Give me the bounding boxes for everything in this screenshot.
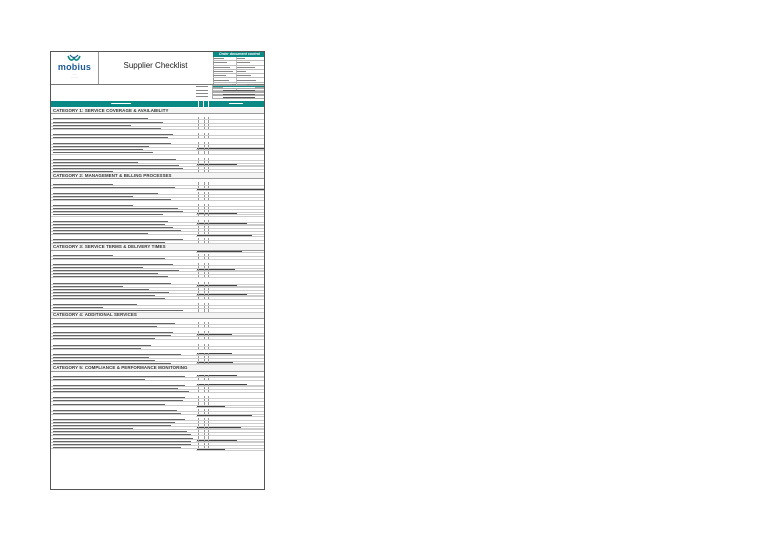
comments-cell[interactable] bbox=[208, 334, 265, 336]
comments-cell[interactable] bbox=[208, 424, 265, 426]
comments-cell[interactable] bbox=[208, 195, 265, 197]
order-document-control bbox=[213, 52, 265, 84]
comments-cell[interactable] bbox=[208, 213, 265, 215]
logo-tagline: ······· ··········· bbox=[70, 74, 79, 79]
comments-cell[interactable] bbox=[208, 418, 265, 420]
title-cell bbox=[98, 52, 214, 84]
comments-cell[interactable] bbox=[208, 297, 265, 299]
comments-cell[interactable] bbox=[208, 306, 265, 308]
checklist-rows bbox=[51, 108, 264, 449]
comments-cell[interactable] bbox=[208, 353, 265, 355]
checklist-item bbox=[51, 347, 264, 350]
category-title: CATEGORY 4: ADDITIONAL SERVICES bbox=[53, 312, 137, 318]
comments-cell[interactable] bbox=[208, 136, 265, 138]
comments-cell[interactable] bbox=[208, 241, 265, 243]
column-header bbox=[51, 101, 264, 107]
checklist-item bbox=[51, 402, 264, 405]
checklist-item bbox=[51, 136, 264, 139]
comments-cell[interactable] bbox=[208, 378, 265, 380]
checklist-item bbox=[51, 232, 264, 235]
checklist-item bbox=[51, 127, 264, 130]
comments-cell[interactable] bbox=[208, 257, 265, 259]
comments-cell[interactable] bbox=[208, 446, 265, 448]
comments-cell[interactable] bbox=[208, 117, 265, 119]
comments-cell[interactable] bbox=[208, 331, 265, 333]
comments-cell[interactable] bbox=[208, 254, 265, 256]
comments-cell[interactable] bbox=[208, 220, 265, 222]
comments-cell[interactable] bbox=[208, 399, 265, 401]
comments-cell[interactable] bbox=[208, 269, 265, 271]
comments-cell[interactable] bbox=[208, 337, 265, 339]
comments-cell[interactable] bbox=[208, 384, 265, 386]
order-control-header: Order document control bbox=[213, 52, 265, 57]
comments-cell[interactable] bbox=[208, 288, 265, 290]
category-heading bbox=[51, 108, 264, 114]
comments-cell[interactable] bbox=[208, 158, 265, 160]
checklist-item bbox=[51, 151, 264, 154]
comments-cell[interactable] bbox=[208, 347, 265, 349]
checklist-item bbox=[51, 390, 264, 393]
category-heading bbox=[51, 365, 264, 371]
comments-cell[interactable] bbox=[208, 198, 265, 200]
comments-cell[interactable] bbox=[208, 325, 265, 327]
comments-cell[interactable] bbox=[208, 294, 265, 296]
category-heading bbox=[51, 313, 264, 319]
comments-cell[interactable] bbox=[208, 282, 265, 284]
category-title: CATEGORY 1: SERVICE COVERAGE & AVAILABILITY bbox=[53, 107, 169, 113]
checklist-item bbox=[51, 275, 264, 278]
comments-cell[interactable] bbox=[208, 263, 265, 265]
comments-cell[interactable] bbox=[208, 204, 265, 206]
comments-cell[interactable] bbox=[208, 291, 265, 293]
checklist-item bbox=[51, 446, 264, 449]
comments-cell[interactable] bbox=[208, 402, 265, 404]
checklist-item bbox=[51, 412, 264, 415]
comments-cell[interactable] bbox=[208, 266, 265, 268]
comments-cell[interactable] bbox=[208, 186, 265, 188]
comments-cell[interactable] bbox=[208, 344, 265, 346]
comments-cell[interactable] bbox=[208, 322, 265, 324]
comments-cell[interactable] bbox=[208, 133, 265, 135]
comments-cell[interactable] bbox=[208, 124, 265, 126]
comments-cell[interactable] bbox=[208, 232, 265, 234]
comments-cell[interactable] bbox=[208, 433, 265, 435]
checklist-item bbox=[51, 337, 264, 340]
comments-cell[interactable] bbox=[208, 362, 265, 364]
comments-cell[interactable] bbox=[208, 285, 265, 287]
comments-cell[interactable] bbox=[208, 359, 265, 361]
comments-cell[interactable] bbox=[208, 238, 265, 240]
checklist-item bbox=[51, 378, 264, 381]
category-heading bbox=[51, 173, 264, 179]
comments-cell[interactable] bbox=[208, 226, 265, 228]
checklist-item bbox=[51, 297, 264, 300]
comments-cell[interactable] bbox=[208, 396, 265, 398]
comments-cell[interactable] bbox=[208, 309, 265, 311]
comments-cell[interactable] bbox=[208, 161, 265, 163]
comments-cell[interactable] bbox=[208, 390, 265, 392]
comments-cell[interactable] bbox=[208, 412, 265, 414]
category-title: CATEGORY 5: COMPLIANCE & PERFORMANCE MONITORING bbox=[53, 364, 188, 370]
comments-cell[interactable] bbox=[208, 142, 265, 144]
category-title: CATEGORY 2: MANAGEMENT & BILLING PROCESSES bbox=[53, 172, 172, 178]
supplier-checklist-sheet bbox=[50, 51, 265, 490]
comments-cell[interactable] bbox=[208, 127, 265, 129]
checklist-item bbox=[51, 257, 264, 260]
logo bbox=[51, 52, 99, 84]
checklist-item bbox=[51, 186, 264, 189]
comments-cell[interactable] bbox=[208, 427, 265, 429]
checklist-item bbox=[51, 213, 264, 216]
comments-cell[interactable] bbox=[208, 192, 265, 194]
comments-cell[interactable] bbox=[208, 167, 265, 169]
document-header bbox=[51, 52, 264, 85]
comments-cell[interactable] bbox=[208, 148, 265, 150]
comments-cell[interactable] bbox=[208, 272, 265, 274]
comments-cell[interactable] bbox=[208, 436, 265, 438]
comments-cell[interactable] bbox=[208, 151, 265, 153]
category-title: CATEGORY 3: SERVICE TERMS & DELIVERY TIMES bbox=[53, 243, 166, 249]
comments-cell[interactable] bbox=[208, 210, 265, 212]
comments-cell[interactable] bbox=[208, 120, 265, 122]
logo-text: mobius bbox=[57, 62, 92, 72]
comments-cell[interactable] bbox=[208, 229, 265, 231]
approval-row bbox=[196, 95, 265, 98]
comments-cell[interactable] bbox=[208, 356, 265, 358]
comments-cell[interactable] bbox=[208, 375, 265, 377]
category-heading bbox=[51, 244, 264, 250]
comments-cell[interactable] bbox=[208, 170, 265, 172]
comments-cell[interactable] bbox=[208, 303, 265, 305]
comments-cell[interactable] bbox=[208, 145, 265, 147]
comments-cell[interactable] bbox=[208, 207, 265, 209]
comments-cell[interactable] bbox=[208, 182, 265, 184]
comments-cell[interactable] bbox=[208, 421, 265, 423]
comments-cell[interactable] bbox=[208, 409, 265, 411]
comments-cell[interactable] bbox=[208, 275, 265, 277]
comments-cell[interactable] bbox=[208, 387, 265, 389]
checklist-item bbox=[51, 325, 264, 328]
approval-block bbox=[196, 85, 265, 100]
document-title: Supplier Checklist bbox=[123, 61, 188, 70]
comments-cell[interactable] bbox=[208, 430, 265, 432]
comments-cell[interactable] bbox=[208, 164, 265, 166]
comments-cell[interactable] bbox=[208, 443, 265, 445]
comments-cell[interactable] bbox=[208, 223, 265, 225]
checklist-item bbox=[51, 198, 264, 201]
comments-cell[interactable] bbox=[208, 440, 265, 442]
